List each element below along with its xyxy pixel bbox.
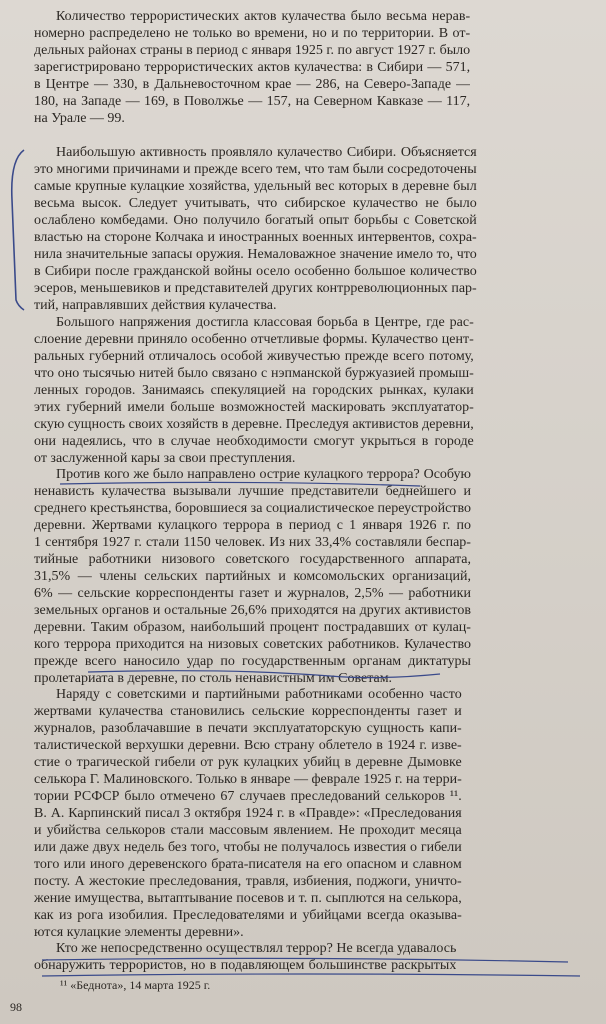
text-line: они надеялись, что в случае необходимости смогут укрыться в городе [34, 434, 474, 449]
text-line: ральных губерний отличалось особой живучестью прежде всего потому, [34, 349, 474, 364]
text-line: тийные работники низового советского государственного аппарата, [34, 552, 471, 567]
text-line: талистической верхушки деревни. Всю страну облетело в 1924 г. изве- [34, 738, 462, 753]
text-line: селькора Г. Малиновского. Только в январе — феврале 1925 г. на терри- [34, 772, 462, 787]
text-line: властью на стороне Колчака и иностранных военных интервентов, сохра- [34, 230, 477, 245]
text-line: жертвами кулачества становились сельские корреспонденты газет и [34, 704, 462, 719]
text-line: ленных городов. Занимаясь спекуляцией на городских рынках, кулаки [34, 383, 474, 398]
paragraph-1 [34, 8, 470, 127]
text-line: весьма высок. Следует учитывать, что сибирское кулачество не было [34, 196, 477, 211]
footnote: ¹¹ «Беднота», 14 марта 1925 г. [60, 978, 211, 992]
text-line: что оно тысячью нитей было связано с нэпманской буржуазией промыш- [34, 366, 474, 381]
text-line: 6% — сельские корреспонденты газет и журналов, 2,5% — работники [34, 586, 471, 601]
text-line: Наряду с советскими и партийными работниками особенно часто [56, 687, 462, 702]
text-line: этих губерний имели больше возможностей маскировать эксплуататор- [34, 400, 474, 415]
text-line: 1 сентября 1927 г. стали 1150 человек. Из них 33,4% составляли беспар- [34, 535, 471, 550]
text-line: эсеров, меньшевиков и представителей других контрреволюционных пар- [34, 281, 477, 296]
text-line: В. А. Карпинский писал 3 октября 1924 г. в «Правде»: «Преследования [34, 806, 462, 821]
text-line: скую сущность своих хозяйств в деревне. Преследуя активистов деревни, [34, 417, 474, 432]
text-line: в Центре — 330, в Дальневосточном крае — 286, на Северо-Западе — [34, 77, 471, 92]
text-line: Большого напряжения достигла классовая борьба в Центре, где рас- [56, 315, 474, 330]
paragraph-2 [34, 144, 477, 314]
text-line: как из рога изобилия. Преследователями и убийцами всегда оказыва- [34, 908, 462, 923]
page-number: 98 [10, 1000, 22, 1014]
text-line: журналов, разоблачавшие в печати эксплуататорскую сущность капи- [34, 721, 462, 736]
text-line: Наибольшую активность проявляло кулачество Сибири. Объясняется [56, 145, 477, 160]
text-line: Кто же непосредственно осуществлял террор? Не всегда удавалось [56, 941, 457, 956]
text-line: и убийства селькоров стали массовым явлением. Не проходит месяца [34, 823, 462, 838]
text-line: от заслуженной кары за свои преступления. [34, 451, 296, 466]
text-line: Против кого же было направлено острие кулацкого террора? Особую [56, 467, 471, 482]
text-line: ослаблено комбедами. Оно получило богатый опыт борьбы с Советской [34, 213, 477, 228]
text-line: самые крупные кулацкие хозяйства, удельный вес которых в деревне был [34, 179, 477, 194]
paragraph-6 [34, 940, 456, 974]
margin-bracket-mark [12, 150, 24, 310]
text-line: деревни. Таким образом, наибольший процент пострадавших от кулац- [34, 620, 471, 635]
text-line: тории РСФСР было отмечено 67 случаев преследований селькоров ¹¹. [34, 789, 462, 804]
text-line: прежде всего наносило удар по государственным органам диктатуры [34, 654, 471, 669]
text-line: зарегистрировано террористических актов кулачества: в Сибири — 571, [34, 60, 471, 75]
text-line: тий, направлявших действия кулачества. [34, 298, 277, 313]
text-line: того или иного деревенского брата-писателя на его опасном и славном [34, 857, 462, 872]
text-line: стие о трагической гибели от рук кулацких убийц в деревне Дымовке [34, 755, 462, 770]
text-line: пролетариата в деревне, по столь ненавистным им Советам. [34, 671, 393, 686]
text-line: Количество террористических актов кулачества было весьма нерав- [56, 9, 471, 24]
text-line: в Сибири после гражданской войны осело особенно большое количество [34, 264, 477, 279]
paragraph-3 [34, 314, 474, 467]
text-line: это многими причинами и прежде всего тем, что там были сосредоточены [34, 162, 477, 177]
text-line: нила значительные запасы оружия. Немаловажное значение имело то, что [34, 247, 477, 262]
text-line: кого террора приходится на низовых советских работников. Кулачество [34, 637, 471, 652]
paragraph-5 [34, 686, 462, 941]
paragraph-4 [34, 466, 471, 687]
text-line: на Урале — 99. [34, 111, 125, 126]
text-line: дельных районах страны в период с января 1925 г. по август 1927 г. было [34, 43, 471, 58]
text-line: или даже двух недель без того, чтобы не получалось известия о гибели [34, 840, 462, 855]
text-line: посту. А жестокие преследования, травля, избиения, поджоги, уничто- [34, 874, 462, 889]
underline-mark [42, 974, 580, 976]
text-line: земельных органов и остальные 26,6% приходятся на других активистов [34, 603, 471, 618]
text-line: жение имущества, вытаптывание посевов и т. п. сыплются на селькора, [34, 891, 462, 906]
text-line: обнаружить террористов, но в подавляющем большинстве раскрытых [34, 958, 457, 973]
text-line: среднего крестьянства, боровшиеся за социалистическое переустройство [34, 501, 471, 516]
text-line: номерно распределено не только во времени, но и по территории. В от- [34, 26, 471, 41]
text-line: слоение деревни приняло особенно отчетливые формы. Кулачество цент- [34, 332, 474, 347]
text-line: 31,5% — члены сельских партийных и комсомольских организаций, [34, 569, 471, 584]
text-line: деревни. Жертвами кулацкого террора в период с 1 января 1926 г. по [34, 518, 471, 533]
text-line: ненависть кулачества вызывали лучшие представители беднейшего и [34, 484, 471, 499]
text-line: ются кулацкие элементы деревни». [34, 925, 244, 940]
text-line: 180, на Западе — 169, в Поволжье — 157, на Северном Кавказе — 117, [34, 94, 471, 109]
